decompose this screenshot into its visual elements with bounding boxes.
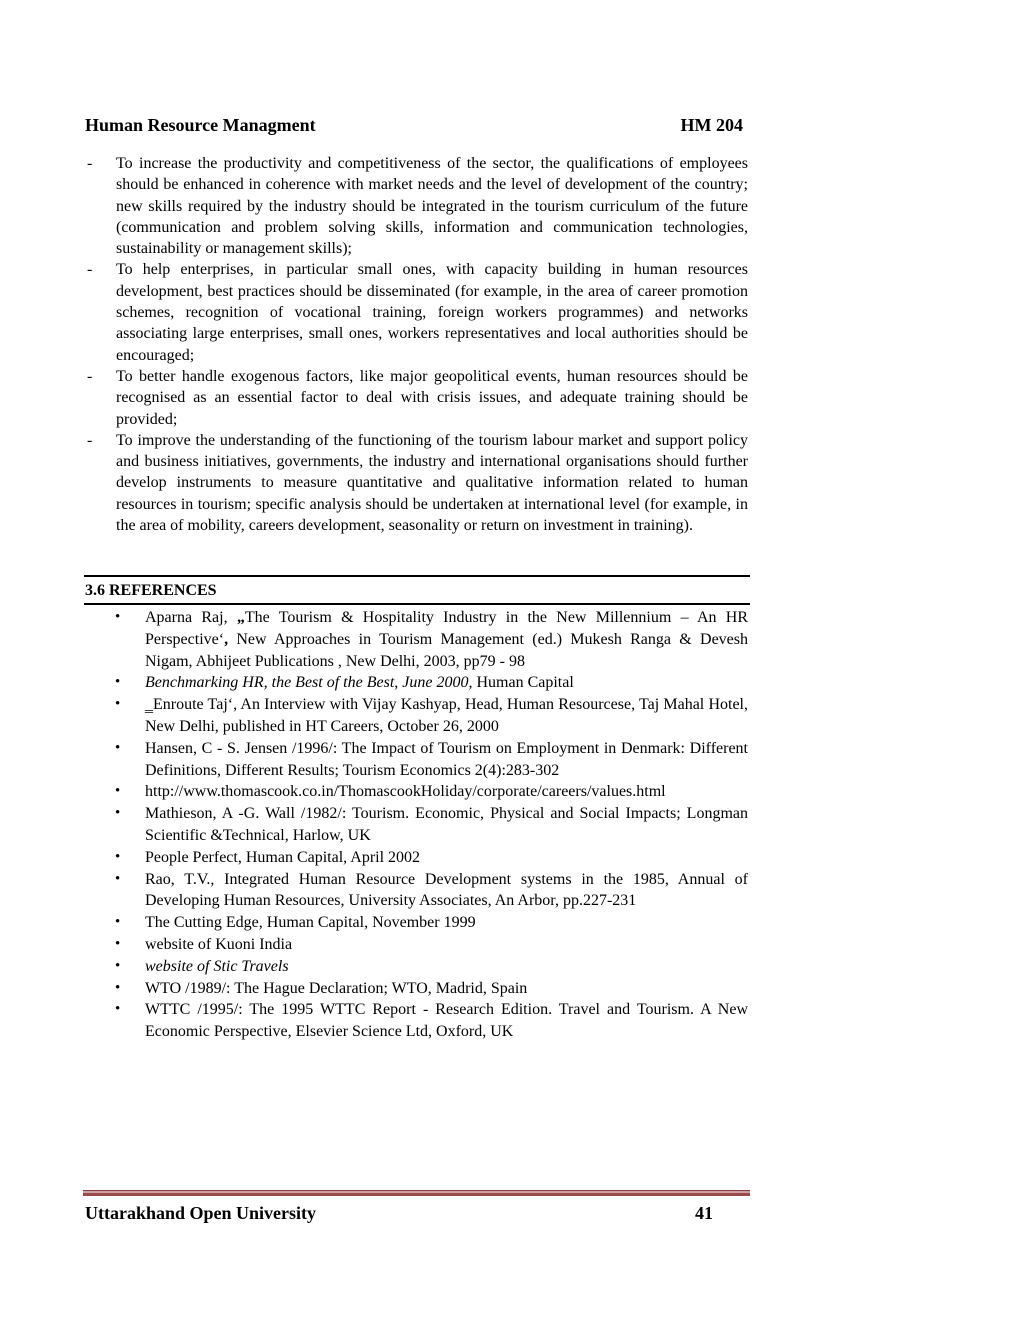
section-top-rule xyxy=(84,575,750,577)
reference-item xyxy=(85,803,748,847)
bullet-marker: • xyxy=(115,805,121,822)
section-bottom-rule xyxy=(84,603,750,605)
reference-text: Mathieson, A -G. Wall /1982/: Tourism. Economic, Physical and Social Impacts; Longman Scientific &Technical, Harlow, UK xyxy=(145,805,748,844)
reference-item xyxy=(85,912,748,934)
reference-item xyxy=(85,781,748,803)
reference-text: The Cutting Edge, Human Capital, November 1999 xyxy=(145,914,476,932)
reference-text: Human Capital xyxy=(472,674,574,692)
reference-text: ‗Enroute Taj‘, An Interview with Vijay Kashyap, Head, Human Resourcese, Taj Mahal Hotel, New Delhi, published in HT Careers, October 26, 2000 xyxy=(145,696,748,735)
section-heading: 3.6 REFERENCES xyxy=(85,582,217,599)
reference-comma: , xyxy=(224,630,229,648)
document-title: Human Resource Managment xyxy=(85,115,316,135)
reference-text: New Approaches in Tourism Management (ed.) Mukesh Ranga & Devesh Nigam, Abhijeet Publications , New Delhi, 2003, pp79 - 98 xyxy=(145,630,748,670)
list-item xyxy=(85,430,748,536)
reference-quote-mark: „ xyxy=(236,609,245,626)
reference-item xyxy=(85,978,748,1000)
reference-item xyxy=(85,847,748,869)
reference-item xyxy=(85,607,748,672)
bullet-marker: • xyxy=(115,935,121,952)
bullet-marker: • xyxy=(115,739,121,756)
recommendation-list xyxy=(85,153,748,536)
bullet-marker: • xyxy=(115,979,121,996)
reference-url: http://www.thomascook.co.in/ThomascookHoliday/corporate/careers/values.html xyxy=(145,783,666,801)
reference-text: website of Kuoni India xyxy=(145,935,293,953)
reference-item xyxy=(85,869,748,913)
bullet-marker: • xyxy=(115,957,121,974)
bullet-marker: • xyxy=(115,914,121,931)
list-item xyxy=(85,259,748,365)
reference-text: Hansen, C - S. Jensen /1996/: The Impact of Tourism on Employment in Denmark: Different Definitions, Different Results; Tourism Economics 2(4):283-302 xyxy=(145,739,748,779)
reference-text: WTO /1989/: The Hague Declaration; WTO, Madrid, Spain xyxy=(145,979,528,997)
references-list xyxy=(85,607,748,1043)
reference-text: People Perfect, Human Capital, April 2002 xyxy=(145,848,421,866)
bullet-marker: • xyxy=(115,1001,121,1018)
list-item xyxy=(85,153,748,259)
reference-text-italic: website of Stic Travels xyxy=(145,957,289,975)
bullet-marker: • xyxy=(115,609,121,625)
list-item xyxy=(85,366,748,430)
dash-marker: - xyxy=(87,261,93,279)
bullet-marker: • xyxy=(115,848,121,865)
reference-item xyxy=(85,934,748,956)
reference-text: Rao, T.V., Integrated Human Resource Development systems in the 1985, Annual of Developing Human Resources, University Associates, An Arbor, pp.227-231 xyxy=(145,870,748,910)
dash-marker: - xyxy=(87,431,93,449)
reference-text: Aparna Raj, xyxy=(145,609,237,626)
list-item-text: To help enterprises, in particular small ones, with capacity building in human resources development, best practices should be disseminated (for example, in the area of career promotion schemes, recognition of vocational training, foreign workers programmes) and networks associating large enterprises, small ones, workers representatives and local authorities should be encouraged; xyxy=(116,261,748,364)
page-number: 41 xyxy=(695,1203,713,1223)
list-item-text: To improve the understanding of the functioning of the tourism labour market and support policy and business initiatives, governments, the industry and international organisations should further develop instruments to measure quantitative and qualitative information related to human resources in tourism; specific analysis should be undertaken at international level (for example, in the area of mobility, careers development, seasonality or return on investment in training). xyxy=(116,431,748,535)
footer-rule xyxy=(83,1190,750,1197)
reference-item xyxy=(85,694,748,738)
bullet-marker: • xyxy=(115,870,121,887)
list-item-text: To better handle exogenous factors, like major geopolitical events, human resources should be recognised as an essential factor to deal with crisis issues, and adequate training should be provided; xyxy=(116,367,748,428)
bullet-marker: • xyxy=(115,674,121,691)
reference-item xyxy=(85,999,748,1043)
reference-text-italic: Benchmarking HR, the Best of the Best, June 2000, xyxy=(145,674,473,692)
reference-item xyxy=(85,956,748,978)
bullet-marker: • xyxy=(115,696,121,713)
reference-item xyxy=(85,738,748,782)
university-name: Uttarakhand Open University xyxy=(85,1203,317,1223)
reference-text: The Tourism & Hospitality Industry in the New Millennium – An HR Perspective‘ xyxy=(145,609,748,648)
dash-marker: - xyxy=(87,155,93,172)
bullet-marker: • xyxy=(115,783,121,800)
list-item-text: To increase the productivity and competitiveness of the sector, the qualifications of employees should be enhanced in coherence with market needs and the level of development of the country; new skills required by the industry should be integrated in the tourism curriculum of the future (communication and problem solving skills, information and communication technologies, sustainability or management skills); xyxy=(116,155,748,258)
dash-marker: - xyxy=(87,367,93,385)
course-code: HM 204 xyxy=(680,115,743,135)
reference-text: WTTC /1995/: The 1995 WTTC Report - Research Edition. Travel and Tourism. A New Economic Perspective, Elsevier Science Ltd, Oxford, UK xyxy=(145,1001,748,1041)
reference-item xyxy=(85,672,748,694)
